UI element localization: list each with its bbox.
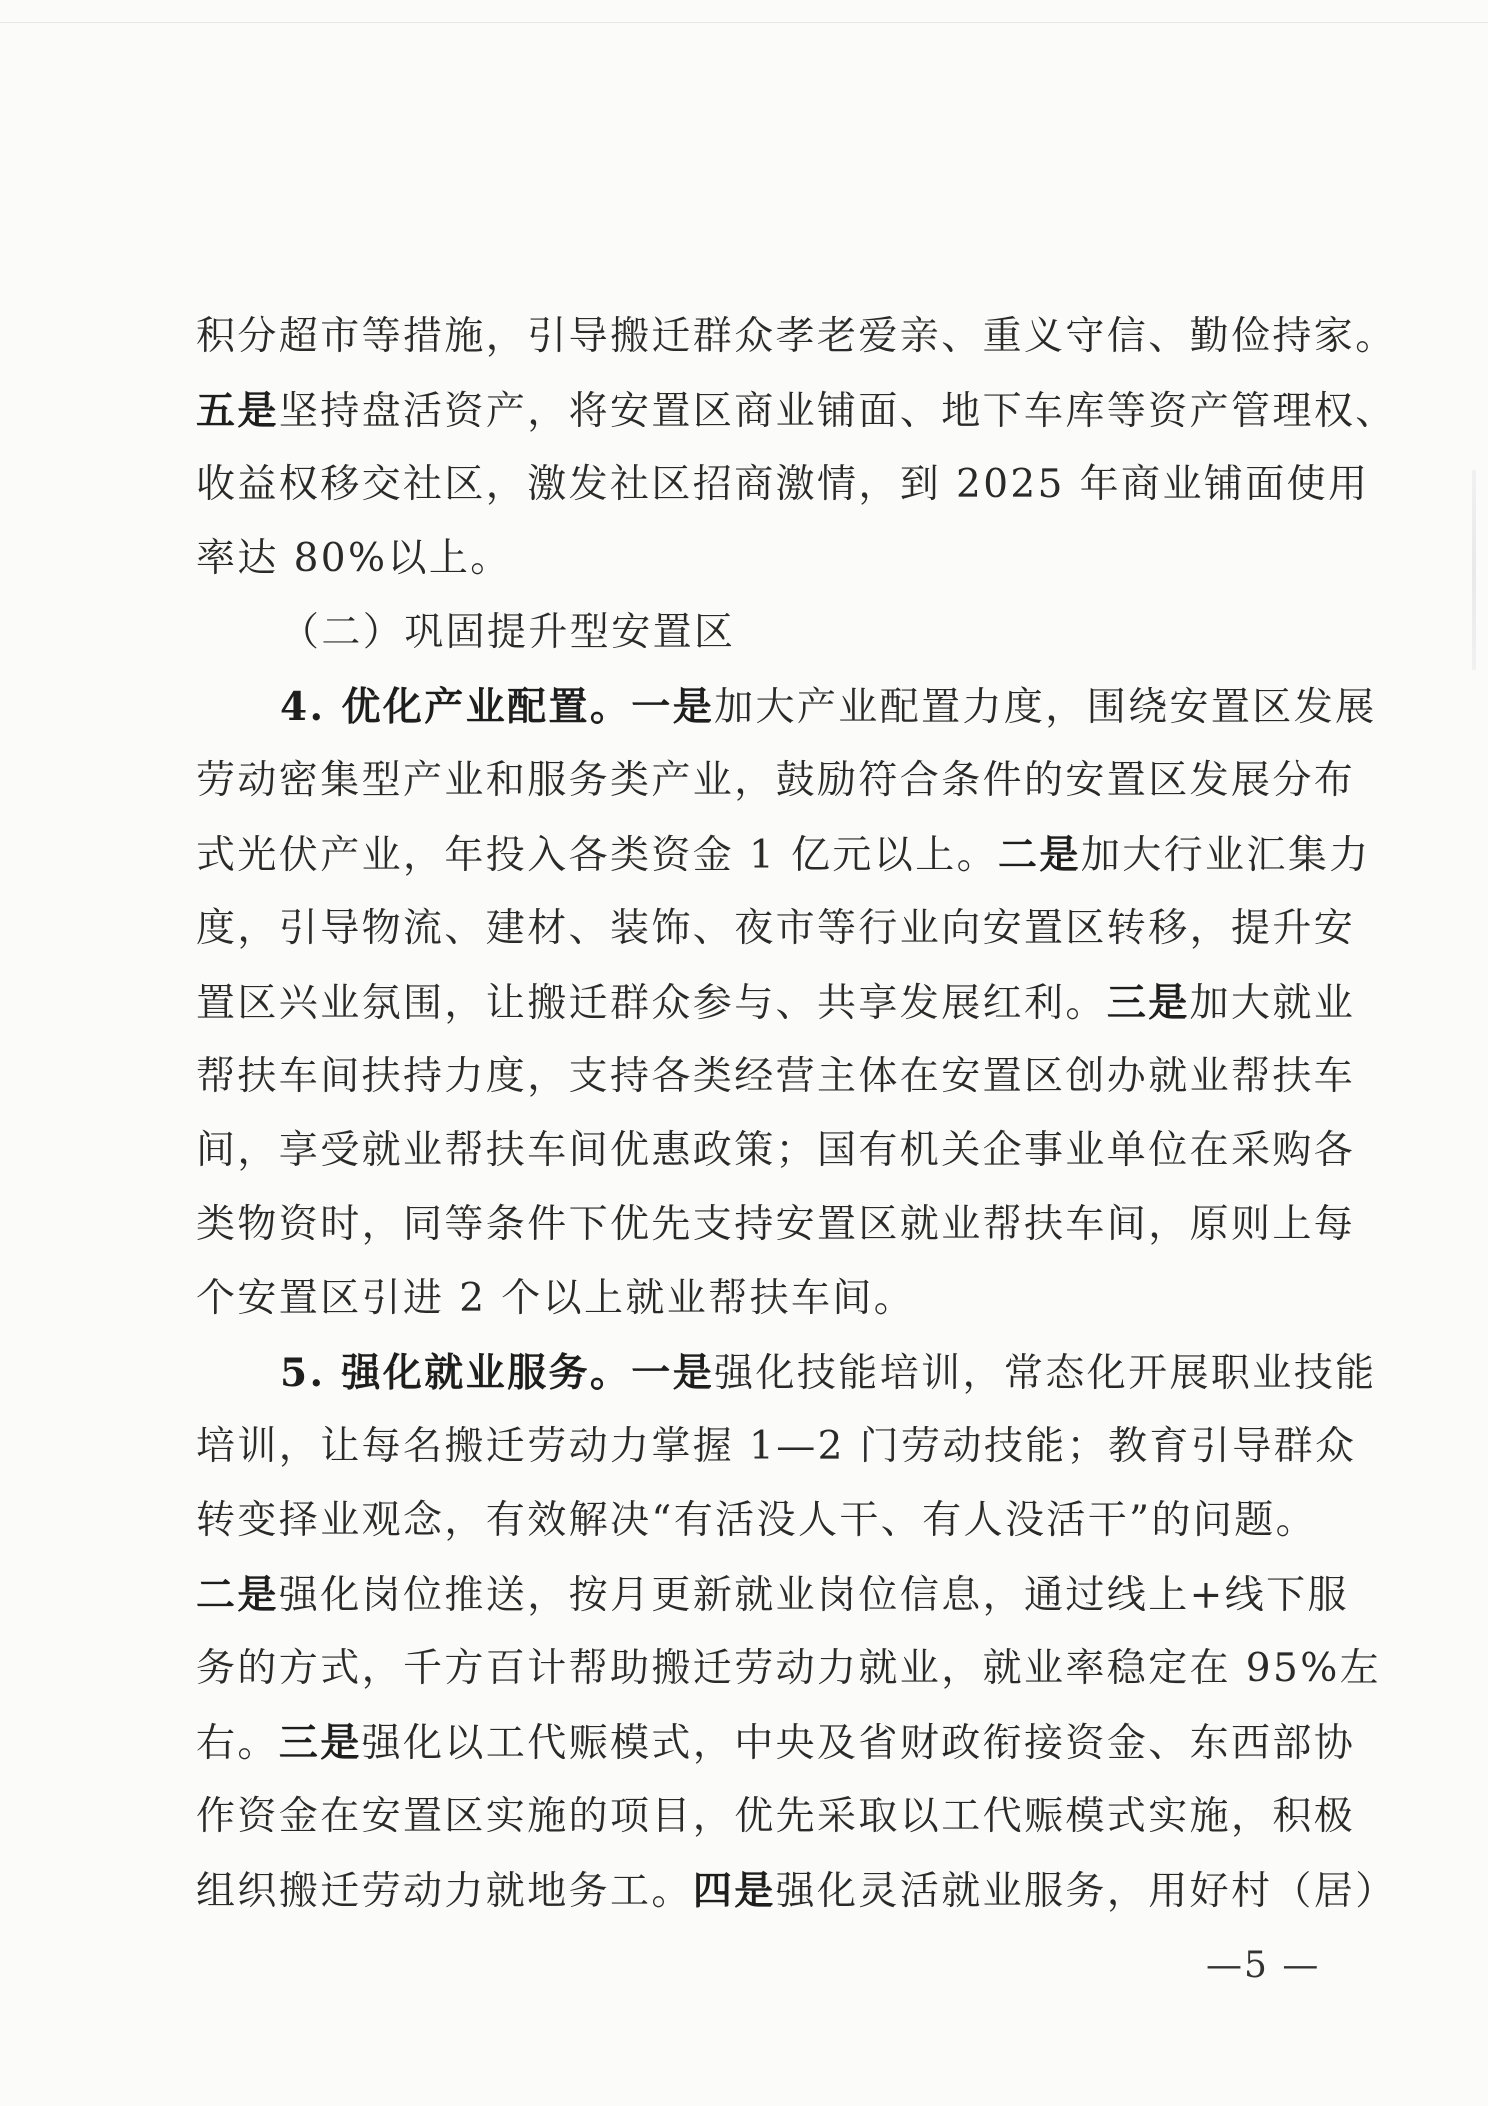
text-line [196,818,1371,892]
document-body [196,300,1397,1928]
bold-text-run: 三是 [1106,980,1190,1026]
text-line [196,522,1316,596]
text-run: 转变择业观念，有效解决“有活没人干、有人没活干”的问题。 [196,1498,1318,1543]
text-run: 积分超市等措施，引导搬迁群众孝老爱亲、重义守信、勤俭持家。 [196,314,1397,359]
text-run: 置区兴业氛围，让搬迁群众参与、共享发展红利。 [196,981,1107,1026]
bold-text-run: 一是 [631,1350,715,1396]
text-line [196,1114,1356,1188]
text-line [196,670,1377,744]
text-line [196,892,1356,966]
text-line [196,1188,1356,1262]
text-line [196,1854,1397,1928]
text-run: 强化以工代赈模式，中央及省财政衔接资金、东西部协 [361,1721,1356,1766]
text-line [196,448,1370,522]
bold-text-run: 三是 [278,1720,362,1766]
text-run: 坚持盘活资产，将安置区商业铺面、地下车库等资产管理权、 [278,389,1397,434]
bold-text-run: 二是 [998,832,1081,878]
text-run: 强化灵活就业服务，用好村（居） [775,1869,1397,1914]
text-line [196,1336,1377,1410]
text-line [196,596,1316,670]
bold-text-run: 五是 [196,388,279,434]
text-run: 作资金在安置区实施的项目，优先采取以工代赈模式实施，积极 [196,1794,1356,1839]
text-run: 类物资时，同等条件下优先支持安置区就业帮扶车间，原则上每 [196,1202,1356,1247]
bold-text-run: 5. 强化就业服务。 [280,1350,632,1396]
bold-text-run: 一是 [631,684,715,730]
text-run: 劳动密集型产业和服务类产业，鼓励符合条件的安置区发展分布 [196,758,1356,803]
text-line [196,966,1356,1040]
text-run: 加大就业 [1189,981,1356,1026]
text-line [196,1558,1349,1632]
text-run: 强化岗位推送，按月更新就业岗位信息，通过线上+线下服 [278,1573,1349,1618]
text-run: 组织搬迁劳动力就地务工。 [196,1869,693,1914]
text-line [196,1780,1356,1854]
text-run: 帮扶车间扶持力度，支持各类经营主体在安置区创办就业帮扶车 [196,1054,1356,1099]
text-run: 强化技能培训，常态化开展职业技能 [714,1351,1377,1396]
text-run: 务的方式，千方百计帮助搬迁劳动力就业，就业率稳定在 95%左 [196,1646,1382,1691]
text-line [196,1484,1316,1558]
text-line [196,1706,1356,1780]
text-line [196,1632,1382,1706]
text-run: 式光伏产业，年投入各类资金 1 亿元以上。 [196,833,999,878]
text-run: 个安置区引进 2 个以上就业帮扶车间。 [196,1276,916,1321]
text-run: 收益权移交社区，激发社区招商激情，到 2025 年商业铺面使用 [196,462,1370,507]
text-line [196,1410,1357,1484]
text-run: 率达 80%以上。 [196,536,512,581]
scan-edge-shadow [1472,470,1476,670]
text-run: 加大产业配置力度，围绕安置区发展 [714,685,1377,730]
text-line [196,374,1397,448]
scan-top-edge [0,22,1488,23]
text-line [196,300,1397,374]
text-run: 右。 [196,1721,279,1766]
text-run: 度，引导物流、建材、装饰、夜市等行业向安置区转移，提升安 [196,906,1356,951]
text-line [196,744,1356,818]
text-run: 间，享受就业帮扶车间优惠政策；国有机关企事业单位在采购各 [196,1128,1356,1173]
text-run: 培训，让每名搬迁劳动力掌握 1—2 门劳动技能；教育引导群众 [196,1424,1357,1469]
text-run: （二）巩固提升型安置区 [280,610,736,655]
bold-text-run: 二是 [196,1572,279,1618]
text-line [196,1262,1316,1336]
bold-text-run: 4. 优化产业配置。 [280,684,632,730]
text-line [196,1040,1356,1114]
text-run: 加大行业汇集力 [1080,833,1371,878]
page-number: —5 — [1206,1945,1321,1986]
bold-text-run: 四是 [692,1868,776,1914]
